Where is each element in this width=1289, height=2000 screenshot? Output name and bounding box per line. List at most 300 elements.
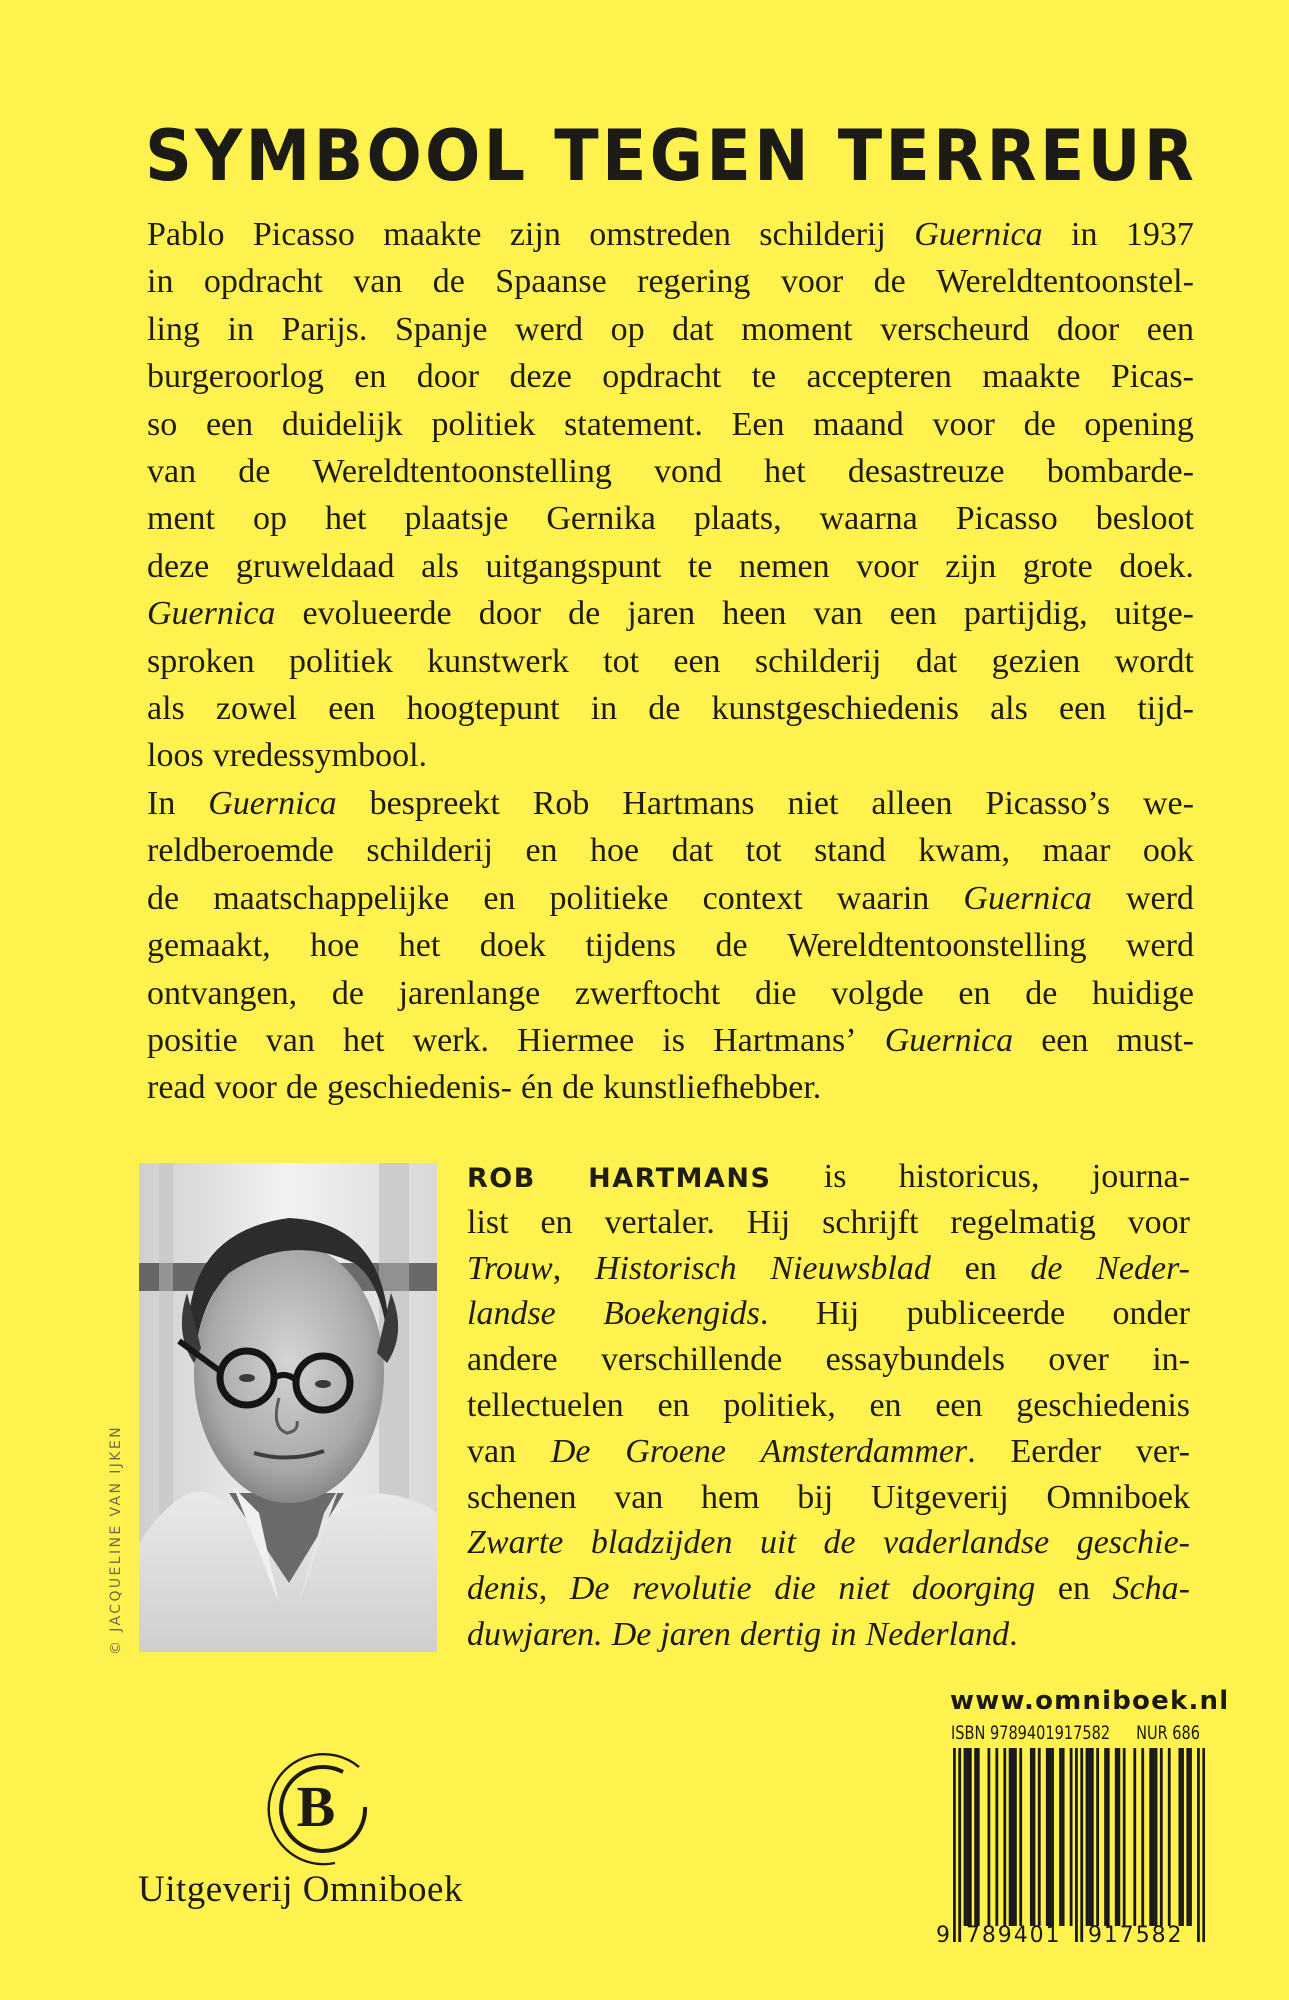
word [147, 831, 334, 871]
word [147, 926, 271, 966]
word [741, 310, 852, 350]
word [1096, 1249, 1190, 1289]
word-text: van [353, 263, 403, 301]
word [399, 974, 541, 1014]
word [281, 310, 367, 350]
barcode-bar [1186, 1748, 1189, 1926]
word [510, 215, 561, 255]
barcode-bar [964, 1748, 967, 1926]
word [1023, 547, 1093, 587]
word-text: doek. [1119, 547, 1194, 585]
word [848, 452, 1005, 492]
word [289, 642, 393, 682]
word [1042, 831, 1110, 871]
word [591, 1523, 733, 1563]
word [383, 215, 481, 255]
barcode-digits-left: 789401 [966, 1923, 1066, 1948]
word-text: de [568, 595, 601, 633]
bio-line [467, 1386, 1190, 1426]
word [611, 310, 645, 350]
word-text: van [614, 1478, 664, 1516]
word-text: op [252, 500, 287, 538]
word-text: vredessymbool. [212, 737, 428, 775]
word [907, 1294, 1066, 1334]
word-text: de [1023, 405, 1056, 443]
word-text: werd [515, 310, 584, 348]
word-text: wordt [1114, 642, 1194, 680]
word-text: is [662, 1022, 685, 1059]
barcode-bar [1160, 1748, 1163, 1926]
word [370, 784, 500, 824]
word [421, 547, 459, 587]
word [483, 879, 515, 919]
word [622, 784, 754, 824]
barcode-digit-first: 9 [936, 1923, 950, 1948]
word [982, 357, 1080, 397]
word [654, 452, 722, 492]
word [147, 357, 324, 397]
word [467, 1478, 577, 1518]
word-text: niet [787, 785, 839, 822]
word [1113, 1569, 1190, 1609]
author-photo [139, 1163, 437, 1652]
word [1047, 452, 1194, 492]
barcode-bar [1019, 1748, 1022, 1926]
blurb-line [147, 405, 1194, 445]
word-text: Rob [532, 785, 590, 822]
barcode-bar [1152, 1748, 1155, 1926]
word-text: voor [214, 1069, 277, 1107]
word-text: hoe [310, 927, 360, 965]
word-text: Picasso’s [985, 785, 1111, 822]
word-text: kunstwerk [427, 642, 569, 680]
word [1096, 499, 1194, 539]
word: , [552, 1249, 562, 1287]
word [1116, 1021, 1193, 1061]
word [694, 499, 782, 539]
word [551, 1432, 591, 1472]
word [521, 1068, 553, 1108]
word-text: bij [797, 1478, 834, 1516]
bio-line [467, 1478, 1190, 1518]
word [354, 357, 386, 397]
word: , [538, 1570, 548, 1608]
word-text: in [590, 690, 618, 727]
word [562, 1068, 594, 1108]
word-text: van [147, 453, 197, 490]
word-text: politiek [288, 642, 393, 680]
italic-word: bladzijden [590, 1524, 733, 1562]
word-text: hoogtepunt [406, 690, 560, 727]
word-text: ver- [1135, 1432, 1190, 1470]
word [837, 879, 930, 919]
word-text: de [562, 1069, 595, 1107]
barcode-bar [953, 1748, 956, 1942]
word [568, 594, 600, 634]
barcode-bar [1038, 1748, 1041, 1926]
word-text: regelmatig [950, 1203, 1096, 1241]
blurb-line [147, 499, 1194, 539]
blurb-line [147, 357, 1194, 397]
word [1113, 1294, 1190, 1334]
word-text: en [657, 1387, 690, 1424]
word-text: als [147, 690, 185, 727]
word-text: als [421, 547, 459, 585]
barcode-bar [1107, 1748, 1110, 1926]
word-text: stand [814, 832, 886, 870]
bio-line [467, 1249, 1190, 1289]
word [990, 689, 1028, 729]
word-text: een [673, 642, 721, 680]
barcode-bar [1178, 1748, 1181, 1926]
word-text: en [540, 1203, 573, 1241]
word-text: ROB [467, 1163, 536, 1194]
barcode-bar [1086, 1748, 1089, 1926]
word [147, 974, 297, 1014]
word [1115, 642, 1194, 682]
word [575, 974, 720, 1014]
barcode-bar [1141, 1748, 1144, 1926]
word [632, 1569, 752, 1609]
word [467, 1615, 603, 1655]
word [912, 1569, 1035, 1609]
word-text: tijdens [585, 927, 677, 965]
word [147, 215, 224, 255]
word [550, 879, 669, 919]
word-text: de [147, 879, 180, 917]
word [813, 405, 904, 445]
blurb-line [147, 926, 1194, 966]
word-text: waarin [836, 879, 930, 917]
blurb-line [147, 831, 1194, 871]
photo-credit: © JACQUELINE VAN IJKEN [108, 1425, 124, 1655]
barcode-bar [1168, 1748, 1171, 1926]
word-text: maand [813, 405, 904, 443]
word [495, 262, 606, 302]
word-text: Parijs. [281, 310, 368, 348]
word [740, 1615, 821, 1655]
word-text: verschillende [600, 1341, 783, 1379]
word-text: vond [654, 453, 723, 490]
word [332, 974, 364, 1014]
italic-word: Trouw [467, 1249, 553, 1287]
word [1126, 926, 1194, 966]
blurb-line [147, 1068, 1194, 1108]
word-text: omstreden [589, 216, 731, 253]
word-text: gruweldaad [235, 547, 395, 585]
word [147, 689, 185, 729]
barcode-bar [974, 1748, 977, 1926]
word-text: ling [147, 310, 200, 348]
blurb-line [147, 547, 1194, 587]
italic-word: landse [467, 1295, 556, 1333]
word [820, 499, 918, 539]
word-text: voor [856, 547, 919, 585]
word [1126, 215, 1194, 255]
word-text: Wereldtentoonstelling [787, 927, 1087, 965]
word [770, 1249, 931, 1289]
word-text: positie [147, 1022, 238, 1059]
word [1119, 547, 1194, 587]
italic-word: doorging [911, 1570, 1036, 1608]
word-text: 1937 [1125, 216, 1194, 253]
word [1092, 1157, 1190, 1197]
word [1024, 405, 1056, 445]
word-text: plaats, [693, 500, 782, 538]
word [673, 642, 720, 682]
italic-word: De [611, 1616, 652, 1653]
word-text: zwerftocht [574, 974, 721, 1012]
word-text: deze [509, 358, 572, 396]
word [732, 405, 785, 445]
word [830, 1615, 856, 1655]
word-text: ontvangen, [147, 974, 298, 1012]
word [688, 547, 713, 587]
word [525, 831, 557, 871]
word-text: verscheurd [880, 310, 1030, 348]
barcode-bar [1014, 1748, 1017, 1926]
word-text: jarenlange [398, 974, 541, 1012]
word [147, 547, 209, 587]
word-text: read [147, 1069, 206, 1107]
barcode-bar [995, 1748, 998, 1926]
word-text: so [147, 405, 178, 443]
word-text: en [958, 974, 991, 1012]
word [874, 262, 906, 302]
word [871, 784, 952, 824]
word [595, 1249, 737, 1289]
word [935, 1386, 982, 1426]
isbn-label: ISBN 9789401917582 [951, 1722, 1111, 1744]
word-text: politieke [549, 879, 669, 917]
word [1030, 1249, 1062, 1289]
word-text: dat [915, 642, 958, 680]
italic-word: niet [838, 1570, 890, 1608]
author-name [588, 1157, 771, 1197]
word [213, 879, 449, 919]
word-text: tot [603, 642, 640, 680]
word-text: Spaanse [495, 263, 607, 301]
word [1071, 215, 1097, 255]
word [761, 1432, 976, 1472]
word-text: van [467, 1432, 517, 1470]
word [1126, 879, 1194, 919]
word-text: heen [722, 595, 787, 633]
word [413, 1021, 489, 1061]
word [871, 1478, 1009, 1518]
word-text: en [483, 879, 516, 917]
word [746, 831, 782, 871]
word-text: uitgangspunt [485, 547, 662, 585]
word [713, 1021, 857, 1061]
word-text: Picas- [1110, 358, 1194, 396]
word [1025, 974, 1057, 1014]
word [431, 405, 535, 445]
publisher-website-link[interactable]: www.omniboek.nl [950, 1686, 1230, 1716]
word-text: en [869, 1387, 902, 1424]
italic-word: Scha- [1112, 1570, 1190, 1608]
word-text: werd [1125, 879, 1194, 917]
word-text: een [935, 1387, 983, 1424]
word-text: Een [731, 405, 785, 443]
word [282, 405, 403, 445]
blurb-line [147, 452, 1194, 492]
word-text: volgde [831, 974, 924, 1012]
bio-line [467, 1615, 1190, 1655]
word-text: van [265, 1022, 315, 1059]
word [807, 357, 952, 397]
word [517, 1021, 634, 1061]
bio-line [467, 1294, 1190, 1334]
word [479, 594, 541, 634]
word [701, 1478, 760, 1518]
word [1046, 1478, 1190, 1518]
barcode-bar [1155, 1748, 1158, 1926]
word [467, 1294, 556, 1334]
word [147, 784, 175, 824]
word-text: gezien [991, 642, 1081, 680]
word-text: Pablo [147, 216, 225, 253]
word-text: reldberoemde [147, 832, 334, 870]
word [1143, 784, 1194, 824]
word-text: moment [741, 310, 853, 348]
word-text: plaatsje [404, 500, 509, 538]
word-text: zijn [945, 547, 997, 585]
word-text: de [432, 263, 465, 301]
word [787, 926, 1086, 966]
word-text: tellectuelen [467, 1387, 624, 1424]
word-text: geschiedenis- [326, 1069, 512, 1107]
word [206, 405, 253, 445]
blurb-line [147, 215, 1194, 255]
italic-word: Historisch [594, 1249, 737, 1287]
blurb-line [147, 974, 1194, 1014]
word [147, 262, 173, 302]
barcode-bar [1181, 1748, 1184, 1926]
italic-word: De [550, 1432, 591, 1470]
word [570, 1569, 610, 1609]
word-text: het [342, 1022, 385, 1059]
word-text: op [610, 310, 645, 348]
word-text: en [525, 832, 558, 870]
word-text: te [751, 358, 777, 396]
barcode-bars [953, 1748, 1205, 1942]
word-text: in- [1152, 1341, 1190, 1379]
word [739, 547, 830, 587]
word-text: die [754, 974, 797, 1012]
barcode-bar [1048, 1748, 1051, 1926]
word [602, 357, 721, 397]
word-text: Hartmans’ [713, 1022, 857, 1059]
word [824, 1157, 847, 1197]
barcode-bar [987, 1748, 990, 1926]
word-text: de [238, 453, 271, 490]
word [253, 215, 355, 255]
word-text: kunstgeschiedenis [711, 690, 959, 727]
word [716, 926, 748, 966]
word-text: schilderij [366, 832, 493, 870]
word-text: accepteren [806, 358, 952, 396]
word-text: een [328, 690, 376, 727]
barcode-bar [1197, 1748, 1200, 1942]
word-text: door [478, 595, 542, 633]
word [343, 1021, 385, 1061]
word-text: en [1057, 1570, 1090, 1608]
word [480, 926, 546, 966]
word [814, 594, 863, 634]
italic-word: Nieuwsblad [770, 1249, 931, 1287]
italic-word: vaderlandse [883, 1524, 1050, 1562]
word [1147, 310, 1194, 350]
word-text: de [285, 1069, 318, 1107]
word-text: Wereldtentoonstel- [936, 263, 1194, 301]
word [637, 262, 750, 302]
word [759, 215, 886, 255]
word [467, 1432, 516, 1472]
word [899, 1157, 1040, 1197]
word [914, 215, 1042, 255]
word: . [967, 1432, 976, 1470]
word-text: Picasso [955, 500, 1058, 538]
barcode-bar [977, 1748, 980, 1926]
word [1041, 1021, 1088, 1061]
word-text: evolueerde [302, 595, 452, 633]
barcode-bar [1070, 1748, 1073, 1926]
word-text: Uitgeverij [870, 1478, 1009, 1516]
italic-word: geschie- [1076, 1524, 1190, 1562]
barcode-bar [1133, 1748, 1136, 1926]
word [1137, 689, 1194, 729]
italic-word: de [823, 1524, 856, 1562]
word [216, 689, 297, 729]
word [467, 1569, 547, 1609]
word [266, 1021, 315, 1061]
blurb-line [147, 642, 1194, 682]
word-text: tot [745, 832, 782, 870]
barcode-bar [1091, 1748, 1094, 1926]
word [328, 689, 375, 729]
word [399, 926, 441, 966]
word [956, 499, 1058, 539]
italic-word: Guernica [208, 785, 337, 822]
cover-title: SYMBOOL TEGEN TERREUR [145, 115, 1198, 197]
word [1059, 689, 1106, 729]
word-text: must- [1116, 1022, 1194, 1059]
barcode-bar [1030, 1748, 1033, 1926]
barcode-bar [1046, 1748, 1049, 1926]
word-text: Hartmans [622, 785, 755, 822]
word-text: duidelijk [281, 405, 403, 443]
barcode-bar [1117, 1748, 1120, 1926]
italic-word: Groene [625, 1432, 726, 1470]
word [204, 262, 323, 302]
word [564, 405, 703, 445]
author-name [467, 1157, 536, 1197]
word [540, 1203, 572, 1243]
barcode-bar [1202, 1748, 1205, 1942]
word [1136, 1432, 1190, 1472]
word [238, 452, 270, 492]
word [433, 262, 465, 302]
word [427, 642, 569, 682]
barcode-bar [1059, 1748, 1062, 1926]
word [964, 594, 1088, 634]
word-text: een [205, 405, 254, 443]
word [723, 1386, 835, 1426]
word [353, 262, 402, 302]
word-text: de [648, 690, 681, 727]
word-text: in [147, 263, 174, 301]
